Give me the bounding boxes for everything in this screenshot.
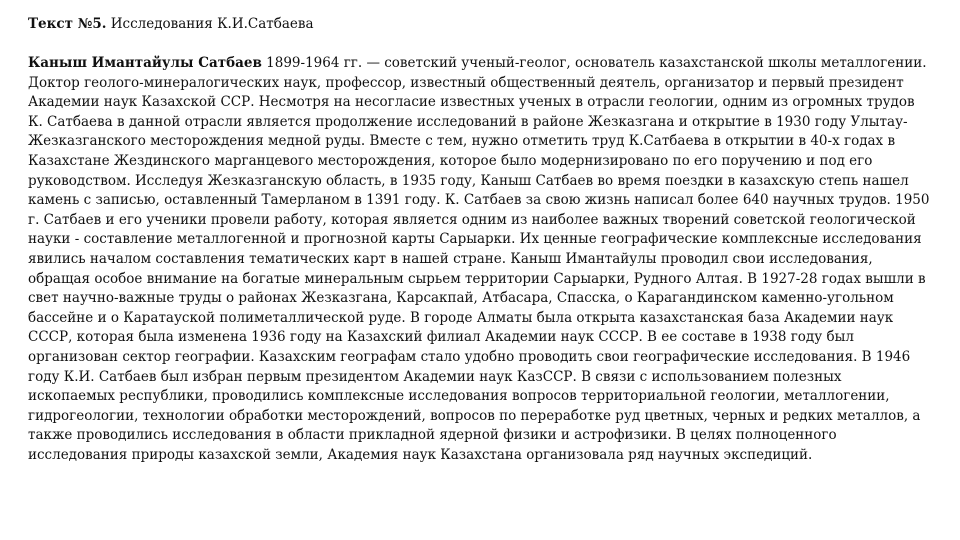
document-heading	[28, 14, 932, 34]
body-paragraph	[28, 54, 932, 465]
body-text: 1899-1964 гг. — советский ученый-геолог, основатель казахстанской школы металлогении. Доктор геолого-минералогических наук, профессор, известный общественный деятель, организатор и первый президент Академии наук Казахской ССР. Несмотря на несогласие известных ученых в отрасли геологии, одним из огромных трудов К. Сатбаева в данной отрасли является продолжение исследований в районе Жезказгана и открытие в 1930 году Улытау-Жезказганского месторождения медной руды. Вместе с тем, нужно отметить труд К.Сатбаева в открытии в 40-х годах в Казахстане Жездинского марганцевого месторождения, которое было модернизировано по его поручению и под его руководством. Исследуя Жезказганскую область, в 1935 году, Каныш Сатбаев во время поездки в казахскую степь нашел камень с записью, оставленный Тамерланом в 1391 году. К. Сатбаев за свою жизнь написал более 640 научных трудов. 1950 г. Сатбаев и его ученики провели работу, которая является одним из наиболее важных творений советской геологической науки - составление металлогенной и прогнозной карты Сарыарки. Их ценные географические комплексные исследования явились началом составления тематических карт в нашей стране. Каныш Имантайулы проводил свои исследования, обращая особое внимание на богатые минеральным сырьем территории Сарыарки, Рудного Алтая. В 1927-28 годах вышли в свет научно-важные труды о районах Жезказгана, Карсакпай, Атбасара, Спасска, о Карагандинском каменно-угольном бассейне и о Каратауской полиметаллической руде. В городе Алматы была открыта казахстанская база Академии наук СССР, которая была изменена 1936 году на Казахский филиал Академии наук СССР. В ее составе в 1938 году был организован сектор географии. Казахским географам стало удобно проводить свои географические исследования. В 1946 году К.И. Сатбаев был избран первым президентом Академии наук КазССР. В связи с использованием полезных ископаемых республики, проводились комплексные исследования вопросов территориальной геологии, металлогении, гидрогеологии, технологии обработки месторождений, вопросов по переработке руд цветных, черных и редких металлов, а также проводились исследования в области прикладной ядерной физики и астрофизики. В целях полноценного исследования природы казахской земли, Академия наук Казахстана организовала ряд научных экспедиций.	[28, 55, 930, 463]
heading-title: Исследования К.И.Сатбаева	[110, 16, 314, 32]
heading-label: Текст №5.	[28, 16, 107, 32]
person-name: Каныш Имантайулы Сатбаев	[28, 55, 262, 71]
